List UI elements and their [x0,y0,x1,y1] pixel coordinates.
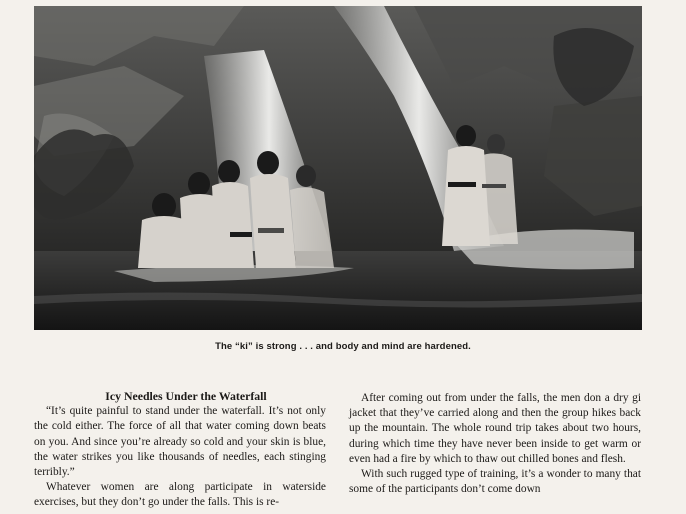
paragraph: “It’s quite painful to stand under the waterfall. It’s not only the cold either. The force of all that water coming down beats on you. And since you’re already so cold and your skin is blue, the water strikes you like thousands of needles, each stinging terribly.” [34,405,326,479]
paragraph: After coming out from under the falls, the men don a dry gi jacket that they’ve carried along and then the group hikes back up the mountain. The whole round trip takes about two hours, during which time they have never been inside to get warm or even had a fire by which to thaw out chilled bones and flesh. [349,392,641,465]
waterfall-photo [34,6,642,330]
waterfall-photo-illustration [34,6,642,330]
photo-caption: The “ki” is strong . . . and body and mind are hardened. [215,341,471,352]
article-column-left [34,389,326,511]
article-column-right [349,391,641,497]
paragraph: Whatever women are along participate in waterside exercises, but they don’t go under the falls. This is re- [34,481,326,509]
paragraph: With such rugged type of training, it’s a wonder to many that some of the participants don’t come down [349,468,641,496]
section-heading: Icy Needles Under the Waterfall [105,389,267,403]
